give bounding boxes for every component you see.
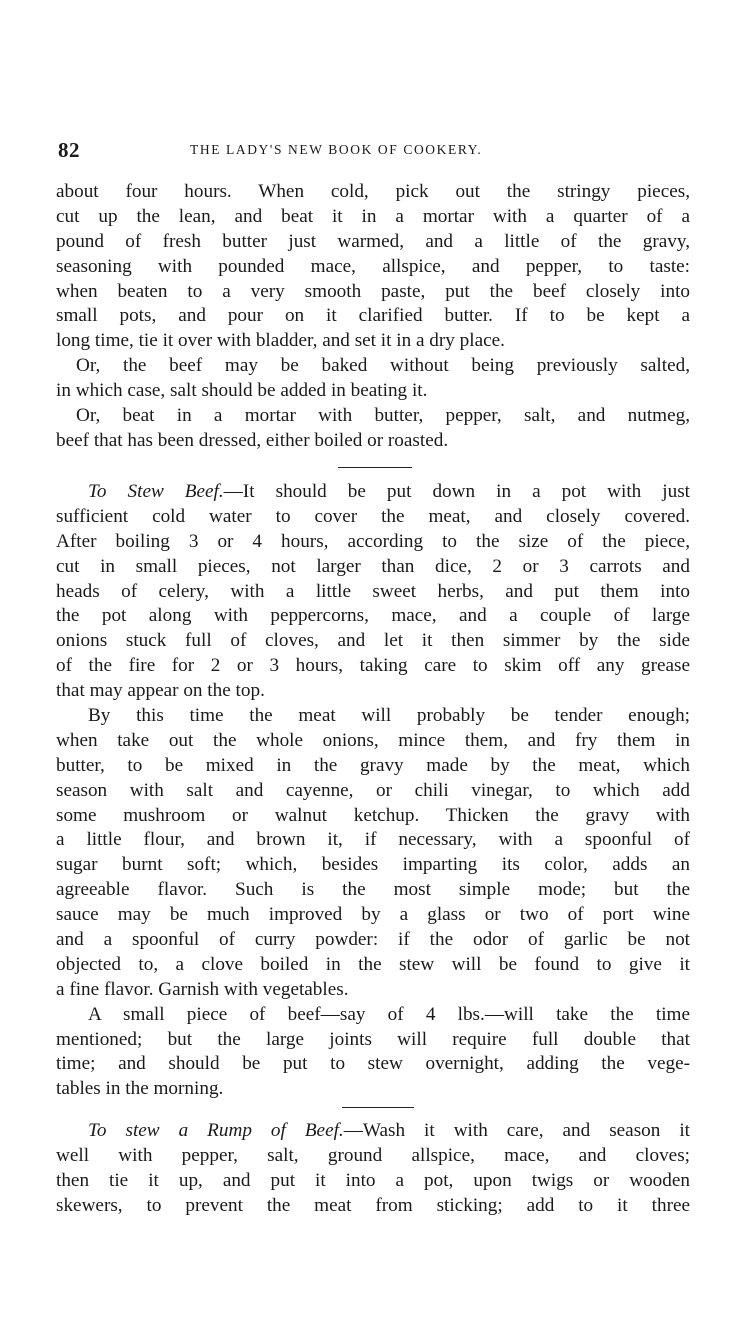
text-line: cut up the lean, and beat it in a mortar with a quarter of a bbox=[56, 205, 690, 227]
text-line: sauce may be much improved by a glass or two of port wine bbox=[56, 904, 690, 926]
text-line: cut in small pieces, not larger than dice, 2 or 3 carrots and bbox=[56, 555, 690, 577]
page-header bbox=[58, 138, 692, 162]
page-number: 82 bbox=[58, 138, 80, 162]
text-line: A small piece of beef—say of 4 lbs.—will take the time bbox=[88, 1003, 690, 1025]
text-line: heads of celery, with a little sweet herbs, and put them into bbox=[56, 580, 690, 602]
recipe-heading: To stew a Rump of Beef. bbox=[88, 1120, 344, 1141]
text-line: the pot along with peppercorns, mace, and a couple of large bbox=[56, 605, 690, 627]
text-line: in which case, salt should be added in beating it. bbox=[56, 380, 428, 402]
text-line: sugar burnt soft; which, besides imparting its color, adds an bbox=[56, 854, 690, 876]
text-line: that may appear on the top. bbox=[56, 680, 265, 702]
text-line: about four hours. When cold, pick out the stringy pieces, bbox=[56, 181, 690, 202]
text-line: beef that has been dressed, either boiled or roasted. bbox=[56, 429, 449, 451]
recipe-first-line-text: —Wash it with care, and season it bbox=[343, 1120, 690, 1141]
text-line: a fine flavor. Garnish with vegetables. bbox=[56, 978, 349, 1000]
running-title: THE LADY'S NEW BOOK OF COOKERY. bbox=[190, 142, 483, 157]
recipe-heading: To Stew Beef. bbox=[88, 481, 224, 502]
recipe-stew-rump bbox=[56, 1119, 690, 1219]
text-line: seasoning with pounded mace, allspice, and pepper, to taste: bbox=[56, 255, 690, 277]
text-line: After boiling 3 or 4 hours, according to the size of the piece, bbox=[56, 530, 690, 552]
text-line: butter, to be mixed in the gravy made by the meat, which bbox=[56, 754, 690, 776]
text-line: tables in the morning. bbox=[56, 1078, 224, 1100]
text-line: Or, the beef may be baked without being previously salted, bbox=[76, 355, 690, 377]
text-line: some mushroom or walnut ketchup. Thicken the gravy with bbox=[56, 804, 690, 826]
text-line: small pots, and pour on it clarified butter. If to be kept a bbox=[56, 305, 690, 327]
section-divider bbox=[342, 1107, 414, 1108]
text-line: sufficient cold water to cover the meat, and closely covered. bbox=[56, 505, 690, 527]
recipe-stew-beef bbox=[56, 480, 690, 1102]
text-line: season with salt and cayenne, or chili vinegar, to which add bbox=[56, 779, 690, 801]
text-line: Or, beat in a mortar with butter, pepper, salt, and nutmeg, bbox=[76, 405, 690, 427]
recipe-first-line-text: —It should be put down in a pot with just bbox=[223, 481, 690, 502]
text-line: mentioned; but the large joints will require full double that bbox=[56, 1028, 690, 1050]
recipe-continuation bbox=[56, 180, 690, 454]
text-line: a little flour, and brown it, if necessary, with a spoonful of bbox=[56, 829, 690, 851]
section-divider bbox=[338, 467, 412, 468]
text-line: of the fire for 2 or 3 hours, taking care to skim off any grease bbox=[56, 655, 690, 677]
recipe-first-line bbox=[56, 480, 690, 505]
text-line: objected to, a clove boiled in the stew will be found to give it bbox=[56, 953, 690, 975]
text-line: onions stuck full of cloves, and let it then simmer by the side bbox=[56, 630, 690, 652]
text-line: then tie it up, and put it into a pot, upon twigs or wooden bbox=[56, 1169, 690, 1191]
text-line: time; and should be put to stew overnight, adding the vege- bbox=[56, 1053, 690, 1075]
recipe-first-line bbox=[56, 1119, 690, 1144]
text-line: when beaten to a very smooth paste, put the beef closely into bbox=[56, 280, 690, 302]
text-line: when take out the whole onions, mince them, and fry them in bbox=[56, 729, 690, 751]
text-line: skewers, to prevent the meat from sticking; add to it three bbox=[56, 1194, 690, 1216]
text-line: and a spoonful of curry powder: if the odor of garlic be not bbox=[56, 929, 690, 951]
text-line: well with pepper, salt, ground allspice, mace, and cloves; bbox=[56, 1144, 690, 1166]
text-line: By this time the meat will probably be tender enough; bbox=[88, 705, 690, 727]
text-line: agreeable flavor. Such is the most simple mode; but the bbox=[56, 879, 690, 901]
text-line: pound of fresh butter just warmed, and a little of the gravy, bbox=[56, 230, 690, 252]
text-line: long time, tie it over with bladder, and set it in a dry place. bbox=[56, 330, 505, 352]
